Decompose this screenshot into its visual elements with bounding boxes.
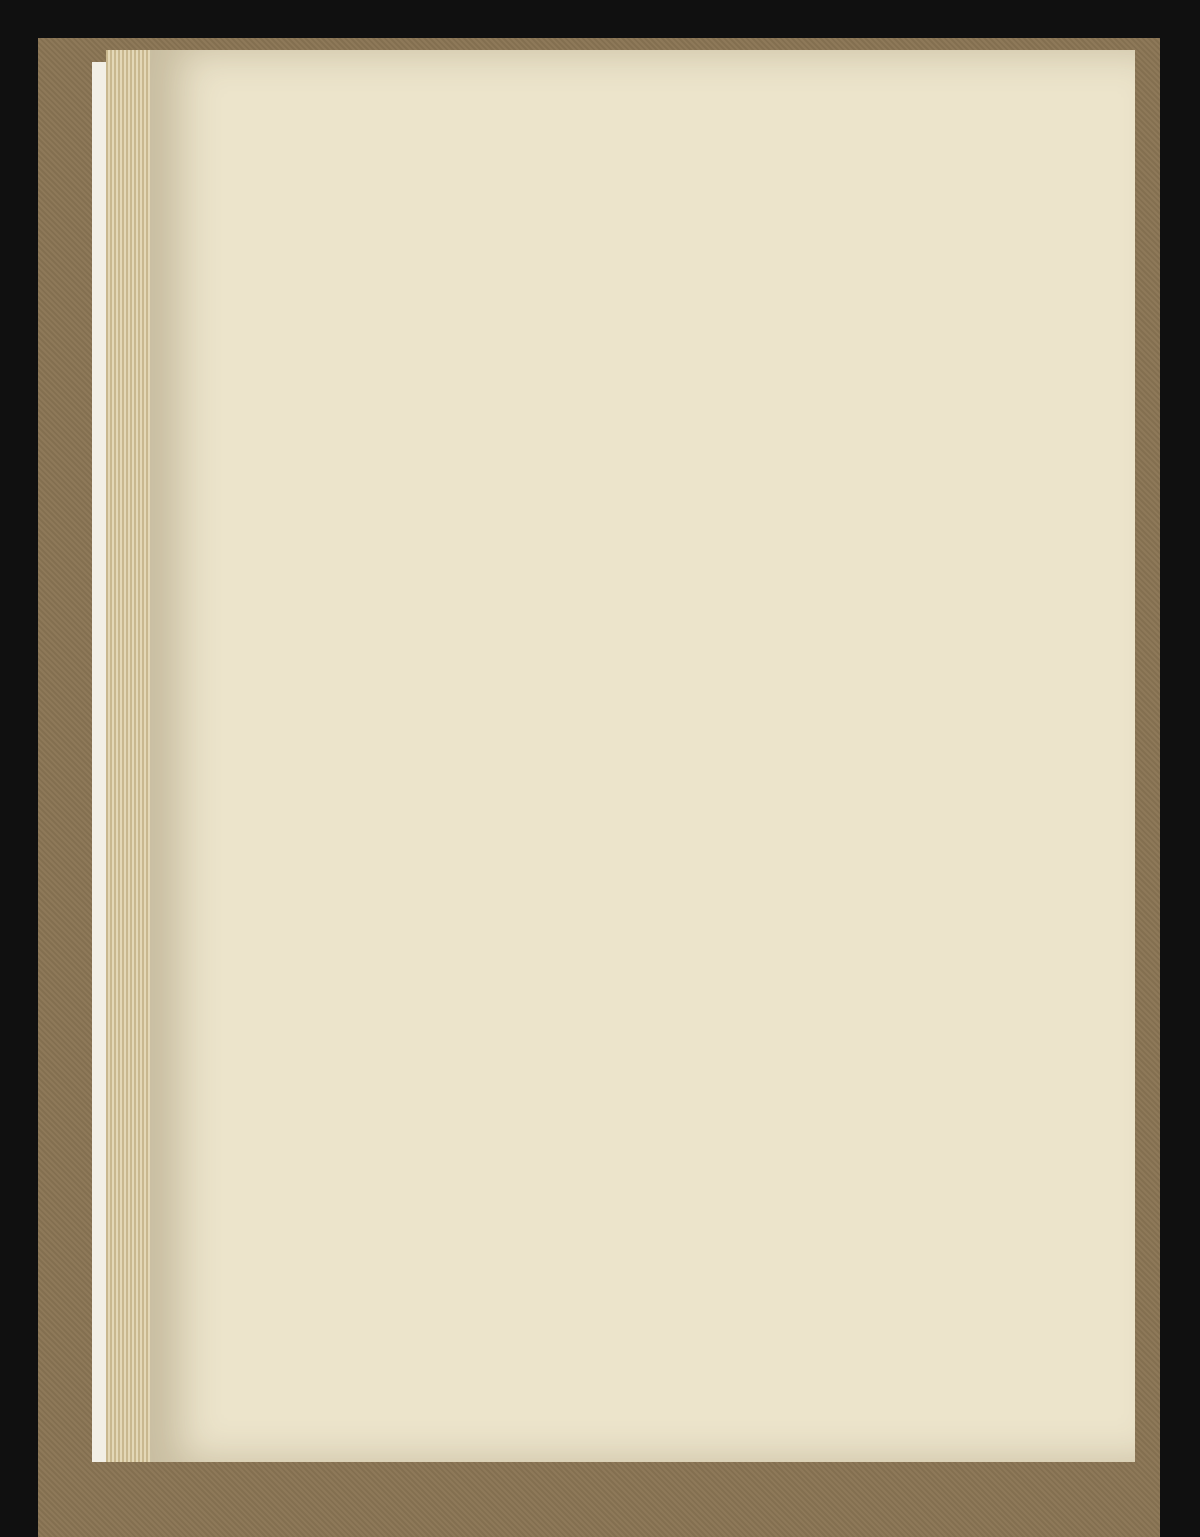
book-page	[150, 50, 1135, 1462]
page-edges	[106, 50, 156, 1462]
